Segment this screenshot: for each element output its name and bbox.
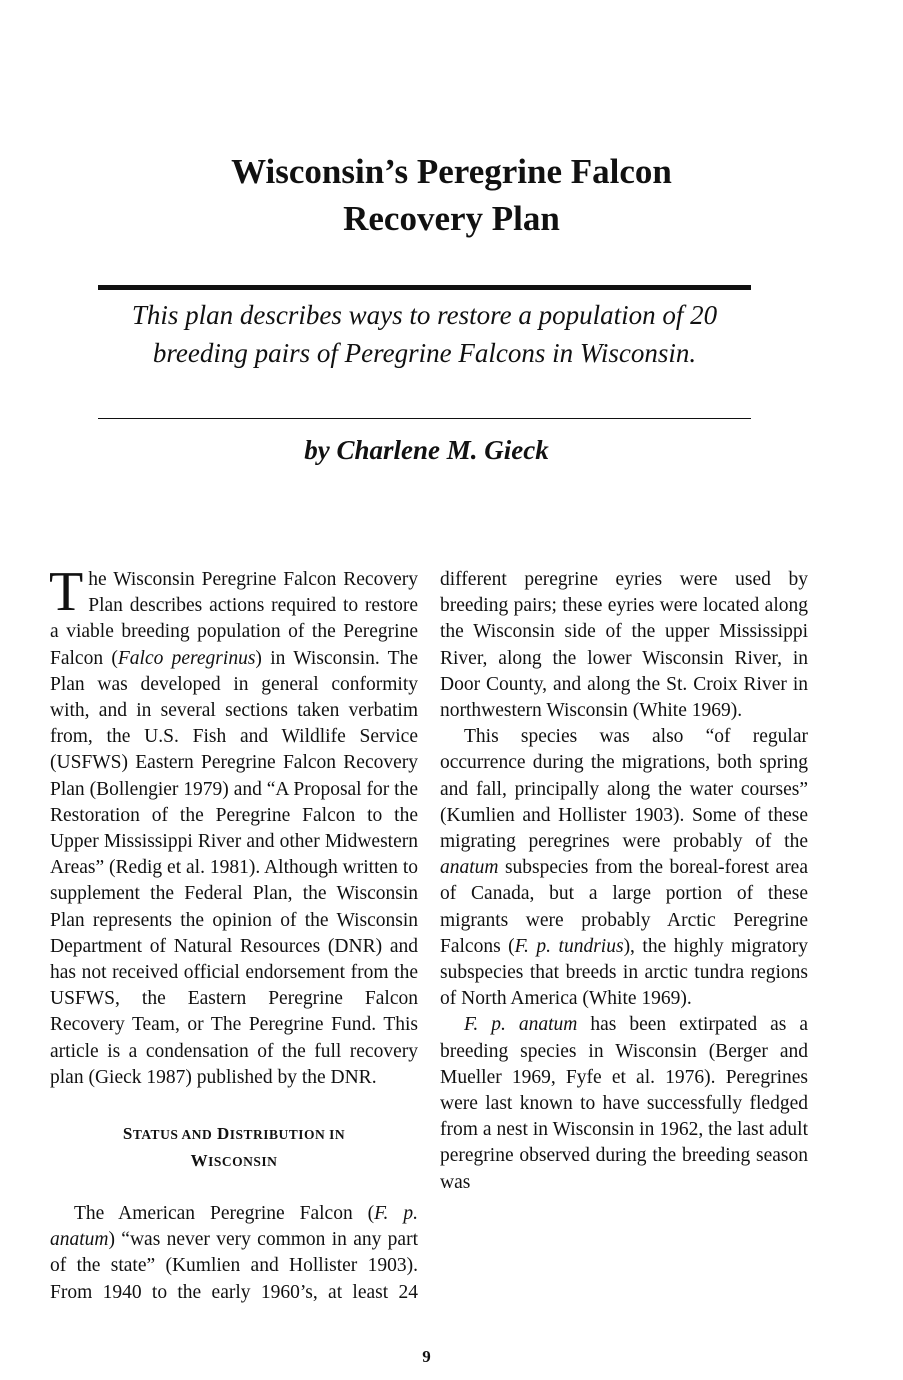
drop-cap: T [49,561,84,623]
dek-line-2: breeding pairs of Peregrine Falcons in Wisconsin. [152,338,697,368]
paragraph-extirpation: F. p. anatum has been extirpated as a breeding species in Wisconsin (Berger and Mueller 1969, Fyfe et al. 1976). Peregrines were last known to have successfully fledged from a nest in Wisconsin in 1962, the last adult peregrine observed during the breeding season was [440,1014,808,1193]
thick-rule [98,285,751,290]
thin-rule [98,418,751,419]
paragraph-status: The American Peregrine Falcon (F. p. anatum) “was never very common in any part of the state” (Kumlien and Hollister 1903). From 1940 to the early 1960’s, at least 24 [50,1203,418,1303]
article-dek [98,296,751,372]
paragraph-migration: This species was also “of regular occurrence during the migrations, both spring and fall, principally along the water courses” (Kumlien and Hollister 1903). Some of these migrating peregrines were probably of the anatum subspecies from the boreal-forest area of Canada, but a large portion of these migrants were probably Arctic Peregrine Falcons (F. p. tundrius), the highly migratory subspecies that breeds in arctic tundra regions of North America (White 1969). [440,726,808,1010]
article-title [0,148,903,242]
byline: by Charlene M. Gieck [304,435,549,465]
column-right [440,567,808,1196]
page-number: 9 [422,1347,431,1366]
paragraph-status-continued: different peregrine eyries were used by breeding pairs; these eyries were located along the Wisconsin side of the upper Mississippi River, along the lower Wisconsin River, in Door County, and along the St. Croix River in northwestern Wisconsin (White 1969). [440,569,808,722]
title-line-2: Recovery Plan [343,199,560,238]
paragraph-intro: The Wisconsin Peregrine Falcon Recovery Plan describes actions required to restore a viable breeding population of the Peregrine Falcon (Falco peregrinus) in Wisconsin. The Plan was developed in general conformity with, and in several sections taken verbatim from, the U.S. Fish and Wildlife Service (USFWS) Eastern Peregrine Falcon Recovery Plan (Bollengier 1979) and “A Proposal for the Restoration of the Peregrine Falcon to the Upper Mississippi River and other Midwestern Areas” (Redig et al. 1981). Although written to supplement the Federal Plan, the Wisconsin Plan represents the opinion of the Wisconsin Department of Natural Resources (DNR) and has not received official endorsement from the USFWS, the Eastern Peregrine Falcon Recovery Team, or The Peregrine Fund. This article is a condensation of the full recovery plan (Gieck 1987) published by the DNR. [49,561,418,1088]
title-line-1: Wisconsin’s Peregrine Falcon [231,152,672,191]
dek-line-1: This plan describes ways to restore a population of 20 [131,300,718,330]
section-heading: STATUS AND DISTRIBUTION IN WISCONSIN [122,1124,346,1171]
column-left [49,561,418,1306]
